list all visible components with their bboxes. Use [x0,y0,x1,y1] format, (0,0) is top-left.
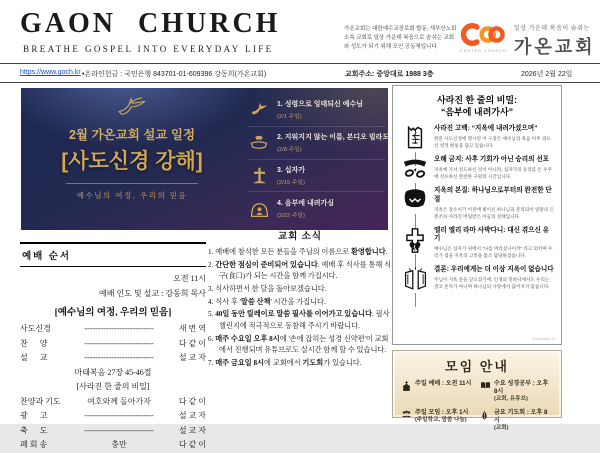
sermon-date: (2/1 주일) [277,114,302,121]
infographic-title-line1: 사라진 한 줄의 비밀: [436,95,518,105]
website-link[interactable]: https://www.goch.kr [20,69,81,76]
sermon-title: 3. 십자가 [277,166,306,174]
prayer-icon [480,410,491,421]
meeting-text: 금요 기도회 : 오후 8시 [494,408,548,425]
washing-hands-icon [247,134,271,151]
cross-heart-icon [400,227,430,261]
news-item: 2. 간단한 점심이 준비되어 있습니다. 예배 후 식사를 통해 식구(食口)가 되는 시간을 함께 가집시다. [208,260,392,281]
row-value: 설 교 자 [178,353,206,362]
news-item: 4. 식사 후 '말씀 산책' 시간을 가집니다. [208,297,326,306]
news-item: 1. 예배에 참석한 모든 분들을 주님의 이름으로 환영합니다. [208,248,388,256]
row-leader-dashes: -------------------------- [84,425,154,435]
sermon-list [247,94,390,224]
banner-series-subtitle: 예수님의 여정, 우리의 믿음 [76,191,188,200]
sermon-item [247,192,385,224]
meeting-guide-title: 모임 안내 [445,359,509,374]
row-label: 축 도 [20,425,48,435]
row-leader-dashes: -------------------------- [84,338,154,348]
news-item: 3. 식사하면서 한 달을 돌아보겠습니다. [208,284,327,293]
infographic-item-body: 지옥은 장소이기 이전에 빛이신 하나님과 분리되어 일말의 은총조차 사라진 버림받은 이들의 상태입니다. [434,206,554,219]
row-song-title: 여호와께 돌아가자 [87,396,151,406]
infographic-item-body: 예수님은 십자가 위에서 “나를 버리셨나이까” 라고 외치며 우리가 겪을 지옥의 고통을 몸소 담당하셨습니다. [434,246,553,259]
meeting-text: 수요 성경공부 : 오후 8시 [494,380,549,396]
infographic-item-heading: 사라진 고백: “지옥에 내려가셨으며” [434,125,538,133]
book-icon [480,381,491,390]
sermon-title-text: [사라진 한 줄의 비밀] [76,382,150,391]
meeting-sub: (주일학교, 말씀 나눔) [415,417,467,424]
worship-order-title: 예배 순서 [20,242,206,267]
meeting-entry [401,380,474,404]
banner-month-title: 2월 가온교회 설교 일정 [68,128,196,142]
row-value: 새 번 역 [178,324,206,333]
online-offering-text: •온라인헌금 : 국민은행 843701-01-609396 강동희(가온교회) [82,71,267,78]
infographic-item-body: 원문 사도신경에 명시된 이 구절은 예수님의 죽음 이후 겪으신 영적 현실을 담고 있습니다. [434,136,551,149]
worship-row-center [20,366,206,381]
row-value: 다 같 이 [178,396,206,406]
row-label: 사도신경 [20,324,51,333]
row-value: 다 같 이 [178,440,206,449]
sermon-date: (2/22 주일) [277,212,305,219]
row-value: 설 교 자 [178,425,206,435]
tomb-icon [247,199,271,218]
banner-divider [66,183,198,184]
infographic-item-heading: 지옥의 본질: 하나님으로부터의 완전한 단절 [434,186,552,203]
open-doors-icon [400,266,430,291]
church-address: 교회주소: 중앙대로 1988 3층 [345,71,434,78]
infographic-item-body: 지옥에 가서 전도하신 것이 아니라, 십자가의 승리를 온 우주에 선포하신 완전한 구원의 시간입니다. [434,167,552,180]
worship-row [20,438,206,453]
row-label: 폐 회 송 [20,440,48,449]
meeting-guide-card [392,350,562,432]
worship-theme: [예수님의 여정, 우리의 믿음] [54,308,172,318]
dark-abyss-icon [400,187,430,221]
worship-row [20,395,206,410]
worship-row [20,351,206,366]
watermark: NotebookLM [532,336,555,341]
meeting-text: 주일 예배 : 오전 11시 [415,380,472,387]
cross-icon [247,166,271,185]
row-leader-dashes: -------------------------- [84,353,154,362]
logo-mark-icon [460,21,507,53]
worship-row [20,337,206,352]
row-label: 찬 양 [20,338,48,348]
church-logo [460,21,596,59]
meeting-sub: (교회, 유튜브) [494,396,528,403]
news-item: 7. 매주 금요일 8시에 교회에서 기도회가 있습니다. [208,358,362,367]
page-title: GAON CHURCH [20,8,281,39]
row-label: 광 고 [20,411,48,420]
row-label: 찬양과 기도 [20,396,61,406]
meeting-text: 주일 모임 : 오후 1시 [415,408,469,416]
church-news-section [208,228,392,371]
worship-row [20,322,206,337]
row-leader-dashes: -------------------------- [84,324,154,333]
meeting-entry [480,409,553,433]
church-icon [401,381,412,392]
row-label: 설 교 [20,353,48,362]
sermon-title: 4. 음부에 내려가심 [277,199,335,207]
infographic-item [400,187,554,221]
infographic-item-heading: 엘리 엘리 라마 사박다니: 대신 겪으신 유기 [434,226,550,243]
row-song-title: 충만 [111,440,127,449]
torn-scroll-icon [400,125,430,150]
info-bar [0,63,600,83]
news-item: 5. 40일 동안 릴레이로 말씀 필사를 이어가고 있습니다. 필사 챌린지에 적극적으로 동참해 주시기 바랍니다. [208,310,390,330]
meeting-sub: (교회) [494,425,509,432]
meeting-entry [401,409,474,433]
worship-time: 오전 11시 [173,274,206,283]
people-icon [401,410,412,418]
logo-caption: CENTER CHURCH [460,49,507,53]
infographic-item-heading: 오해 금지: 사후 기회가 아닌 승리의 선포 [434,156,550,164]
dove-icon [247,101,271,118]
worship-row [20,409,206,424]
infographic-item [400,156,554,181]
bulletin-date: 2026년 2월 22일 [521,71,573,78]
row-leader-dashes: -------------------------- [84,411,154,420]
infographic-item [400,227,554,261]
logo-church-name: 가온교회 [513,37,596,57]
news-item: 6. 매주 수요일 오후 8시에 '손에 잡히는 성경 신약편'이 교회에서 진행되며 유튜브로도 실시간 함께 할 수 있습니다. [208,334,389,355]
page-subtitle: BREATHE GOSPEL INTO EVERYDAY LIFE [23,44,274,54]
sermon-date: (2/15 주일) [277,179,305,186]
sermon-title: 2. 지워지지 않는 이름, 본디오 빌라도 [277,134,390,142]
dove-icon [113,106,151,123]
sermon-schedule-banner [21,88,388,230]
banner-series-title: [사도신경 강해] [61,150,203,173]
worship-order-section [20,242,206,453]
infographic-item [400,266,554,291]
meeting-entry [480,380,553,404]
logo-tagline: 일상 가운데 복음이 숨쉬는 [513,26,590,32]
sermon-title: 1. 성령으로 잉태되신 예수님 [277,101,364,109]
infographic-item-body: 주님이 지옥 문을 닫으셨기에, 인생의 밑바닥에서도 우리는 결코 혼자가 아니며 하나님의 사랑에서 끊어지지 않습니다. [434,276,550,289]
row-value: 설 교 자 [178,411,206,420]
broken-chain-icon [400,156,430,181]
infographic-title-line2: “음부에 내려가사” [440,107,514,118]
church-news-title: 교회 소식 [277,232,323,242]
sermon-item [247,94,385,127]
sermon-date: (2/8 주일) [277,147,302,154]
infographic-title [400,94,554,118]
infographic-item [400,125,554,150]
worship-leader: 예배 인도 및 설교 : 강동희 목사 [99,289,206,298]
sermon-item [247,160,385,193]
worship-row [20,424,206,439]
sermon-item [247,127,390,160]
row-value: 다 같 이 [178,338,206,348]
scripture-reference: 마태복음 27장 45-46절 [74,367,152,377]
infographic-item-heading: 결론: 우리에게는 더 이상 지옥이 없습니다 [434,266,554,274]
church-description: 가온교회는 대한예수교장로회 합동, 새부산노회 소속 교회로 일상 가운데 복음으로 숨쉬는 교회와 성도가 되기 위해 모인 공동체입니다 [344,26,457,50]
sermon-infographic-card [392,85,562,345]
worship-row-center [20,380,206,395]
